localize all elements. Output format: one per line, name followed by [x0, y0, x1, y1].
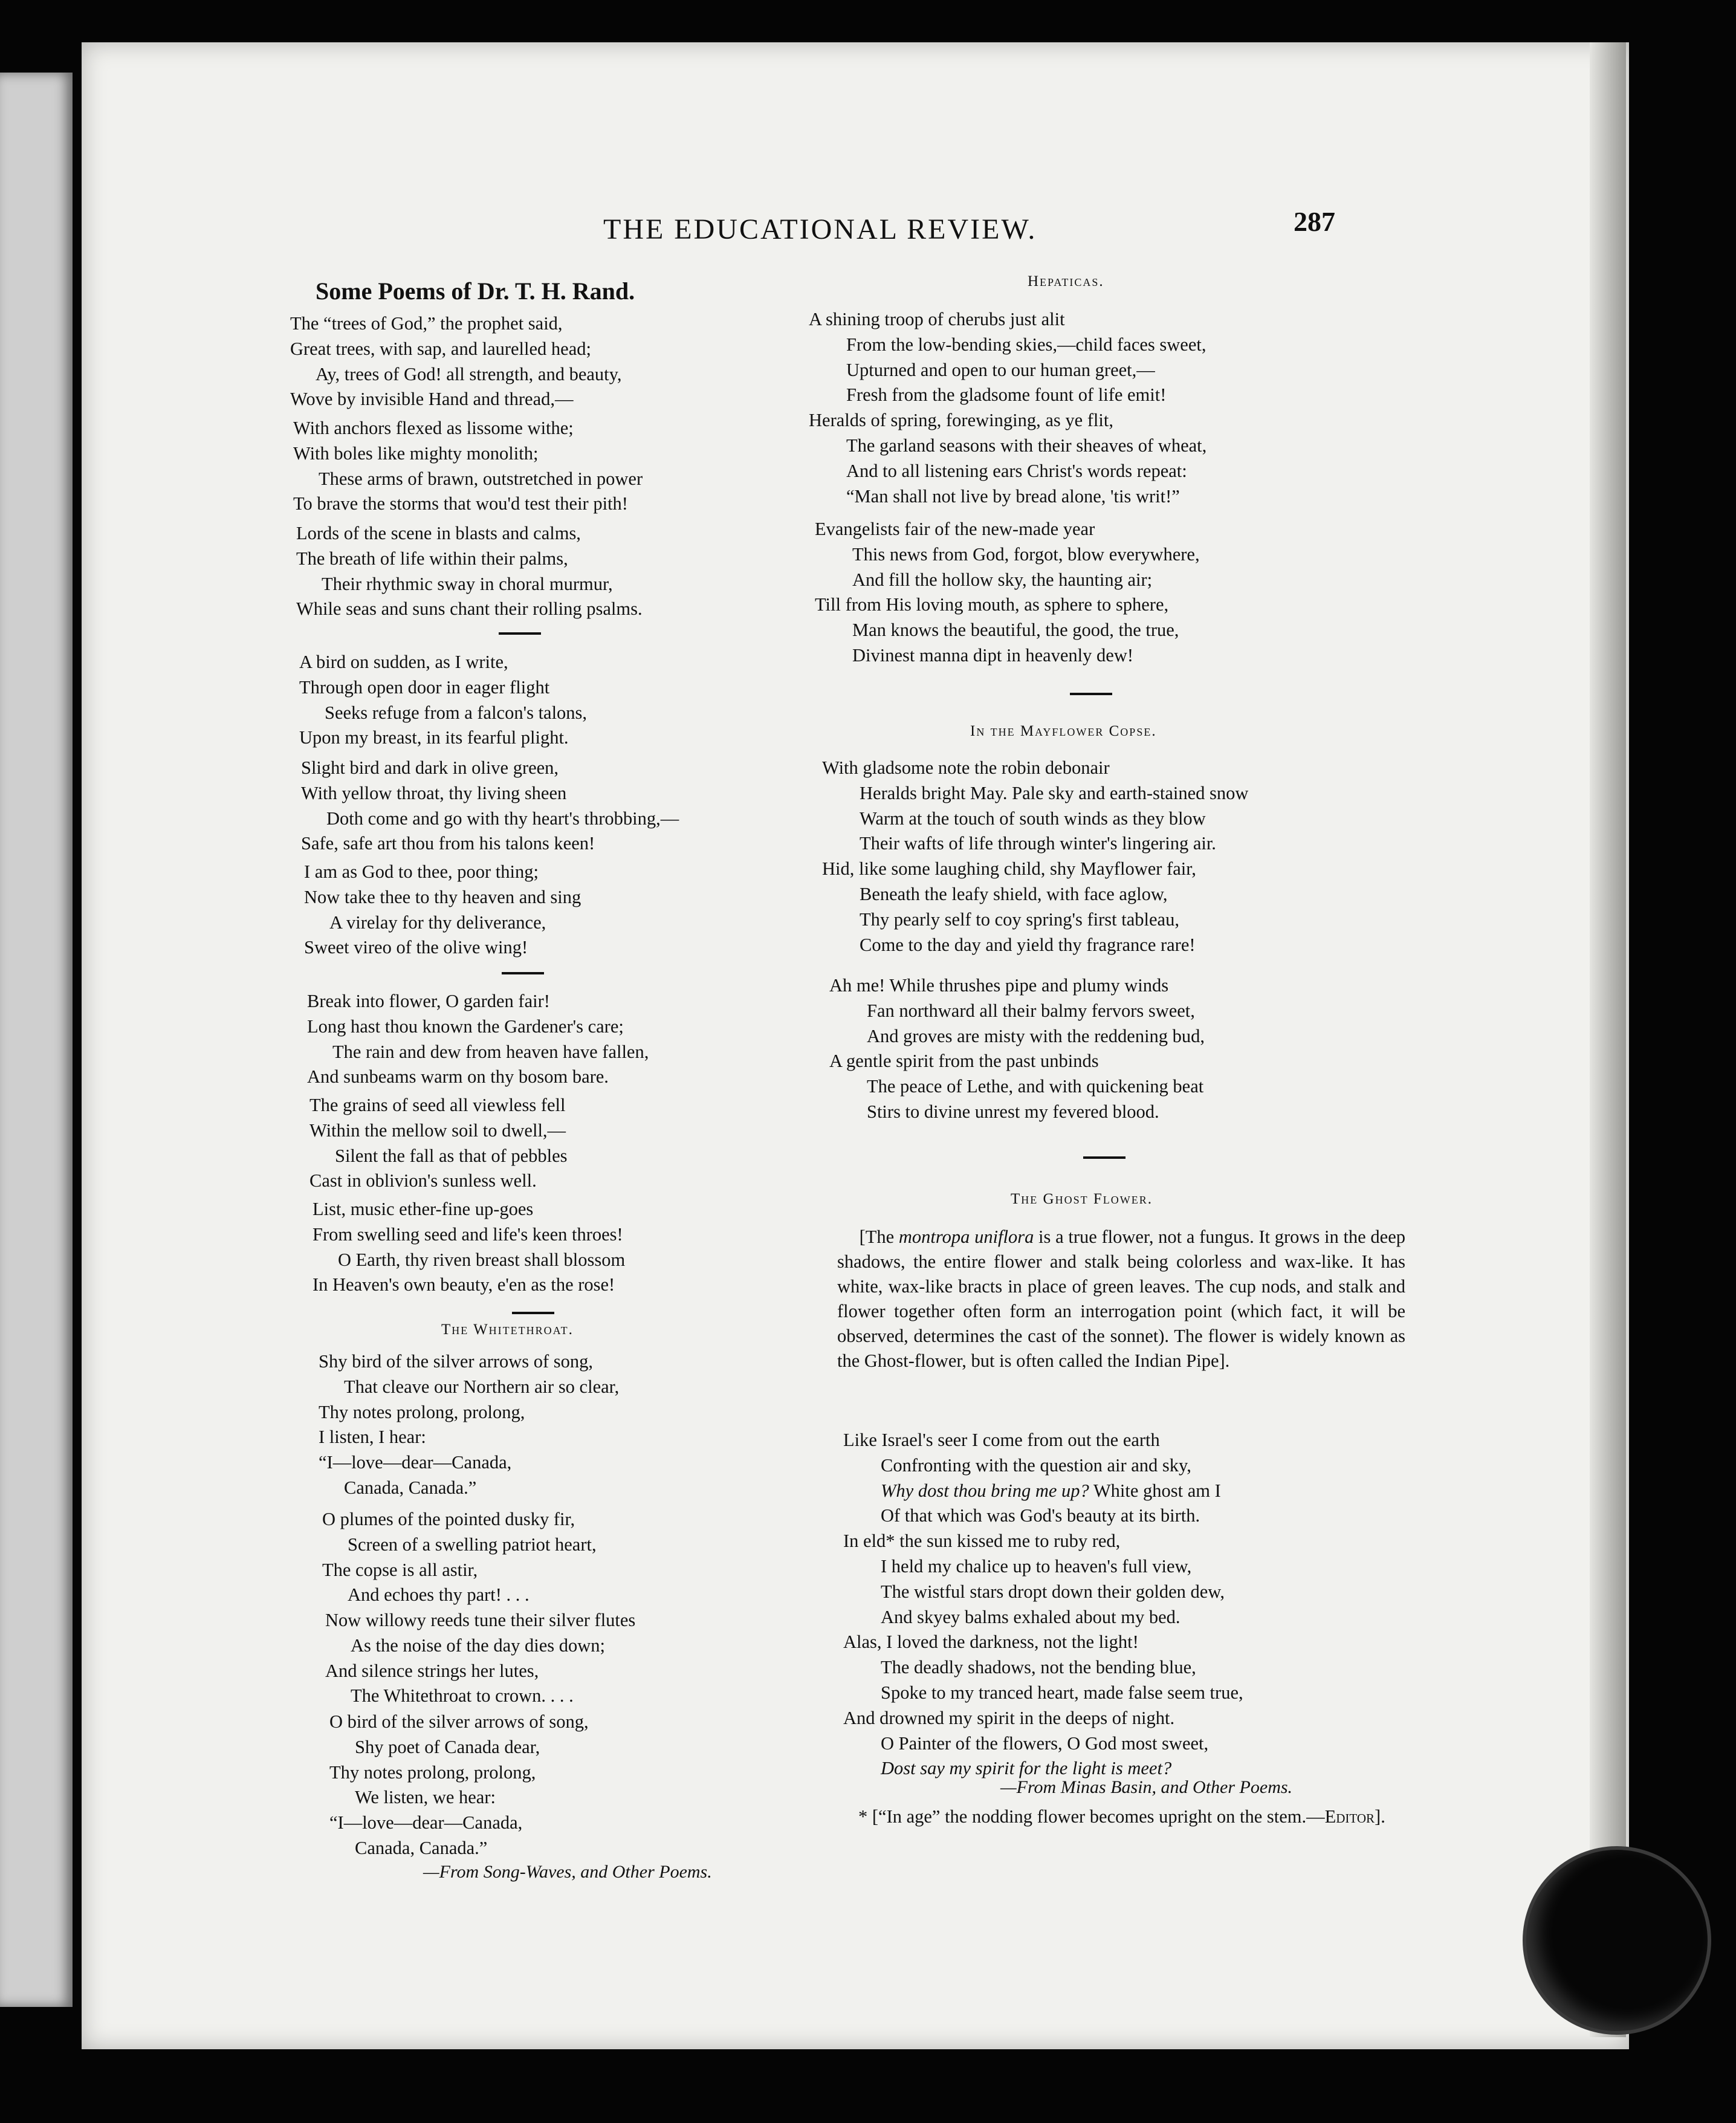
poem-line: Evangelists fair of the new-made year — [815, 519, 1095, 539]
poem-line: These arms of brawn, outstretched in power — [319, 468, 643, 489]
poem-title-mayflower: In the Mayflower Copse. — [970, 723, 1157, 739]
poem-line: We listen, we hear: — [355, 1787, 496, 1808]
poem-line: The deadly shadows, not the bending blue, — [881, 1657, 1196, 1678]
poem-line-italic: Why dost thou bring me up? — [881, 1480, 1089, 1501]
poem-line: Thy pearly self to coy spring's first tableau, — [860, 909, 1179, 930]
poem-line: Screen of a swelling patriot heart, — [348, 1534, 597, 1555]
poem-stanza — [829, 973, 1205, 1125]
poem-line: Till from His loving mouth, as sphere to sphere, — [815, 594, 1169, 615]
footnote — [858, 1804, 1402, 1829]
poem-line: And echoes thy part! . . . — [348, 1584, 530, 1606]
poem-stanza — [843, 1428, 1243, 1781]
poem-line: This news from God, forgot, blow everywhere, — [852, 543, 1200, 565]
source-attribution: —From Minas Basin, and Other Poems. — [1000, 1777, 1293, 1797]
viewer-lamp-shadow — [1526, 1850, 1708, 2031]
poem-line: Divinest manna dipt in heavenly dew! — [852, 644, 1134, 666]
poem-line: Stirs to divine unrest my fevered blood. — [867, 1101, 1159, 1122]
poem-line: The peace of Lethe, and with quickening beat — [867, 1076, 1204, 1097]
poem-line: Thy notes prolong, prolong, — [319, 1401, 525, 1422]
section-rule — [502, 972, 544, 974]
facing-page-edge — [0, 73, 73, 2007]
poem-line: And sunbeams warm on thy bosom bare. — [307, 1066, 609, 1087]
poem-line: List, music ether-fine up-goes — [313, 1199, 534, 1219]
poem-line: Warm at the touch of south winds as they blow — [860, 808, 1206, 829]
poem-line: O bird of the silver arrows of song, — [329, 1711, 589, 1732]
poem-line: Hid, like some laughing child, shy Mayflower fair, — [822, 858, 1196, 880]
poem-stanza — [309, 1093, 568, 1194]
poem-line: Canada, Canada.” — [344, 1477, 477, 1498]
poem-line: With boles like mighty monolith; — [293, 442, 539, 464]
poem-line: Heralds bright May. Pale sky and earth-stained snow — [860, 782, 1249, 803]
poem-line: A bird on sudden, as I write, — [299, 652, 508, 672]
poem-line: With gladsome note the robin debonair — [822, 757, 1110, 778]
poem-line: From the low-bending skies,—child faces sweet, — [846, 334, 1206, 355]
poem-line: Spoke to my tranced heart, made false seem true, — [881, 1682, 1243, 1703]
poem-line: Doth come and go with thy heart's throbbing,— — [326, 808, 679, 829]
poem-line: The copse is all astir, — [322, 1559, 478, 1580]
poem-line: I am as God to thee, poor thing; — [304, 861, 539, 882]
poem-line: And groves are misty with the reddening bud, — [867, 1025, 1205, 1046]
poem-line: “I—love—dear—Canada, — [319, 1452, 512, 1473]
poem-line: Their rhythmic sway in choral murmur, — [322, 573, 613, 594]
poem-line: Their wafts of life through winter's lingering air. — [860, 833, 1216, 854]
poem-line: From swelling seed and life's keen throes! — [313, 1224, 623, 1245]
poem-line: “Man shall not live by bread alone, 'tis writ!” — [846, 485, 1180, 507]
poem-stanza — [319, 1349, 619, 1501]
poem-line: Sweet vireo of the olive wing! — [304, 937, 528, 958]
poem-line: And silence strings her lutes, — [325, 1660, 539, 1681]
article-title: Some Poems of Dr. T. H. Rand. — [316, 277, 635, 305]
section-rule — [1070, 693, 1112, 695]
poem-line: The Whitethroat to crown. . . . — [351, 1685, 574, 1707]
source-attribution: —From Song-Waves, and Other Poems. — [423, 1862, 712, 1882]
poem-line: As the noise of the day dies down; — [351, 1635, 605, 1656]
poem-line: Heralds of spring, forewinging, as ye flit, — [809, 410, 1113, 431]
poem-line: That cleave our Northern air so clear, — [344, 1376, 620, 1397]
poem-line: Come to the day and yield thy fragrance rare! — [860, 934, 1196, 955]
poem-line: Upon my breast, in its fearful plight. — [299, 727, 569, 748]
poem-line: The wistful stars dropt down their golden dew, — [881, 1581, 1225, 1602]
poem-line: Fresh from the gladsome fount of life emit! — [846, 384, 1167, 406]
poem-line: Of that which was God's beauty at its birth. — [881, 1505, 1200, 1526]
poem-stanza — [325, 1608, 635, 1709]
poem-line: Dost say my spirit for the light is meet? — [881, 1758, 1172, 1779]
poem-line: With yellow throat, thy living sheen — [301, 782, 567, 803]
poem-line: With anchors flexed as lissome withe; — [293, 418, 574, 438]
poem-line: O plumes of the pointed dusky fir, — [322, 1509, 575, 1529]
poem-line — [843, 1479, 1243, 1504]
poem-line: And skyey balms exhaled about my bed. — [881, 1606, 1181, 1627]
footnote-text: * [“In age” the nodding flower becomes upright on the stem.— — [858, 1806, 1325, 1827]
page-number: 287 — [1294, 206, 1335, 237]
poem-line: Through open door in eager flight — [299, 676, 550, 698]
poem-line: Cast in oblivion's sunless well. — [309, 1170, 537, 1191]
poem-line: Thy notes prolong, prolong, — [329, 1762, 536, 1783]
poem-stanza — [815, 517, 1200, 669]
poem-line: Now willowy reeds tune their silver flutes — [325, 1610, 636, 1630]
poem-line: Alas, I loved the darkness, not the light! — [843, 1632, 1139, 1653]
poem-line: The rain and dew from heaven have fallen, — [332, 1041, 649, 1062]
poem-line: To brave the storms that wou'd test their pith! — [293, 493, 628, 514]
poem-stanza — [301, 756, 679, 857]
poem-line: Upturned and open to our human greet,— — [846, 359, 1155, 380]
poem-line: In Heaven's own beauty, e'en as the rose! — [313, 1274, 615, 1295]
running-header: THE EDUCATIONAL REVIEW. — [603, 213, 1037, 245]
poem-line: “I—love—dear—Canada, — [329, 1812, 523, 1833]
poem-line: Lords of the scene in blasts and calms, — [296, 523, 581, 543]
poem-line: The breath of life within their palms, — [296, 548, 568, 569]
poem-line: O Painter of the flowers, O God most sweet, — [881, 1732, 1209, 1754]
poem-line: A gentle spirit from the past unbinds — [829, 1051, 1099, 1072]
poem-line: Canada, Canada.” — [355, 1837, 488, 1858]
poem-line: A shining troop of cherubs just alit — [809, 309, 1065, 329]
poem-line: I listen, I hear: — [319, 1427, 426, 1448]
poem-line: Within the mellow soil to dwell,— — [309, 1120, 566, 1141]
poem-line: Long hast thou known the Gardener's care; — [307, 1016, 624, 1037]
poem-line-tail: White ghost am I — [1089, 1480, 1221, 1501]
poem-stanza — [809, 307, 1206, 509]
poem-title-whitethroat: The Whitethroat. — [441, 1321, 574, 1338]
poem-line: Shy poet of Canada dear, — [355, 1736, 540, 1757]
poem-stanza — [299, 650, 587, 751]
editorial-note — [837, 1225, 1405, 1373]
poem-stanza — [293, 416, 643, 517]
poem-stanza — [822, 756, 1248, 958]
poem-title-hepaticas: Hepaticas. — [1028, 273, 1104, 290]
poem-title-ghost-flower: The Ghost Flower. — [1011, 1191, 1153, 1207]
poem-line: The grains of seed all viewless fell — [309, 1095, 566, 1115]
poem-line: In eld* the sun kissed me to ruby red, — [843, 1531, 1121, 1552]
poem-line: Seeks refuge from a falcon's talons, — [325, 702, 588, 723]
poem-line: Like Israel's seer I come from out the earth — [843, 1430, 1160, 1450]
species-name: montropa uniflora — [898, 1227, 1034, 1247]
section-rule — [499, 632, 541, 635]
poem-stanza — [322, 1507, 597, 1608]
poem-line: Break into flower, O garden fair! — [307, 991, 550, 1011]
poem-line: Silent the fall as that of pebbles — [335, 1145, 568, 1166]
poem-line: Ay, trees of God! all strength, and beauty, — [316, 363, 622, 384]
poem-line: Fan northward all their balmy fervors sweet, — [867, 1000, 1195, 1021]
section-rule — [512, 1312, 554, 1314]
poem-line: Ah me! While thrushes pipe and plumy winds — [829, 975, 1169, 996]
note-text: [The — [859, 1227, 899, 1247]
section-rule — [1083, 1156, 1125, 1159]
note-text: is a true flower, not a fungus. It grows in the deep shadows, the entire flower and stalk being colorless and wax-like. It has white, wax-like bracts in place of green leaves. The cup nods, and stalk and flower together often form an interrogation point (which fact, it will be observed, determines the cast of the sonnet). The flower is widely known as the Ghost-flower, but is often called the Indian Pipe]. — [837, 1227, 1405, 1371]
poem-line: And fill the hollow sky, the haunting air; — [852, 569, 1153, 590]
poem-line: And drowned my spirit in the deeps of night. — [843, 1707, 1175, 1728]
poem-stanza — [307, 989, 649, 1090]
poem-line: Now take thee to thy heaven and sing — [304, 886, 581, 907]
poem-line: Beneath the leafy shield, with face aglow, — [860, 883, 1168, 904]
poem-line: Slight bird and dark in olive green, — [301, 757, 559, 778]
poem-line: The garland seasons with their sheaves of wheat, — [846, 435, 1207, 456]
poem-stanza — [290, 311, 622, 412]
poem-stanza — [296, 521, 643, 622]
poem-line: Great trees, with sap, and laurelled head; — [290, 338, 591, 359]
poem-line: Shy bird of the silver arrows of song, — [319, 1351, 594, 1372]
poem-line: O Earth, thy riven breast shall blossom — [338, 1249, 626, 1270]
poem-line: Safe, safe art thou from his talons keen! — [301, 833, 595, 854]
poem-line: And to all listening ears Christ's words repeat: — [846, 460, 1187, 481]
poem-line: The “trees of God,” the prophet said, — [290, 313, 563, 334]
page-edge-shadow — [1590, 42, 1626, 2037]
footnote-text: ]. — [1375, 1806, 1385, 1827]
poem-line: A virelay for thy deliverance, — [329, 912, 546, 933]
footnote-editor: Editor — [1324, 1806, 1375, 1827]
poem-stanza — [313, 1197, 625, 1298]
poem-line: Man knows the beautiful, the good, the true, — [852, 620, 1179, 641]
poem-line: I held my chalice up to heaven's full view, — [881, 1555, 1192, 1577]
poem-line: While seas and suns chant their rolling psalms. — [296, 598, 643, 620]
poem-stanza — [304, 860, 581, 961]
poem-stanza — [329, 1710, 589, 1861]
poem-line: Wove by invisible Hand and thread,— — [290, 389, 574, 410]
poem-line: Confronting with the question air and sky, — [881, 1454, 1191, 1476]
